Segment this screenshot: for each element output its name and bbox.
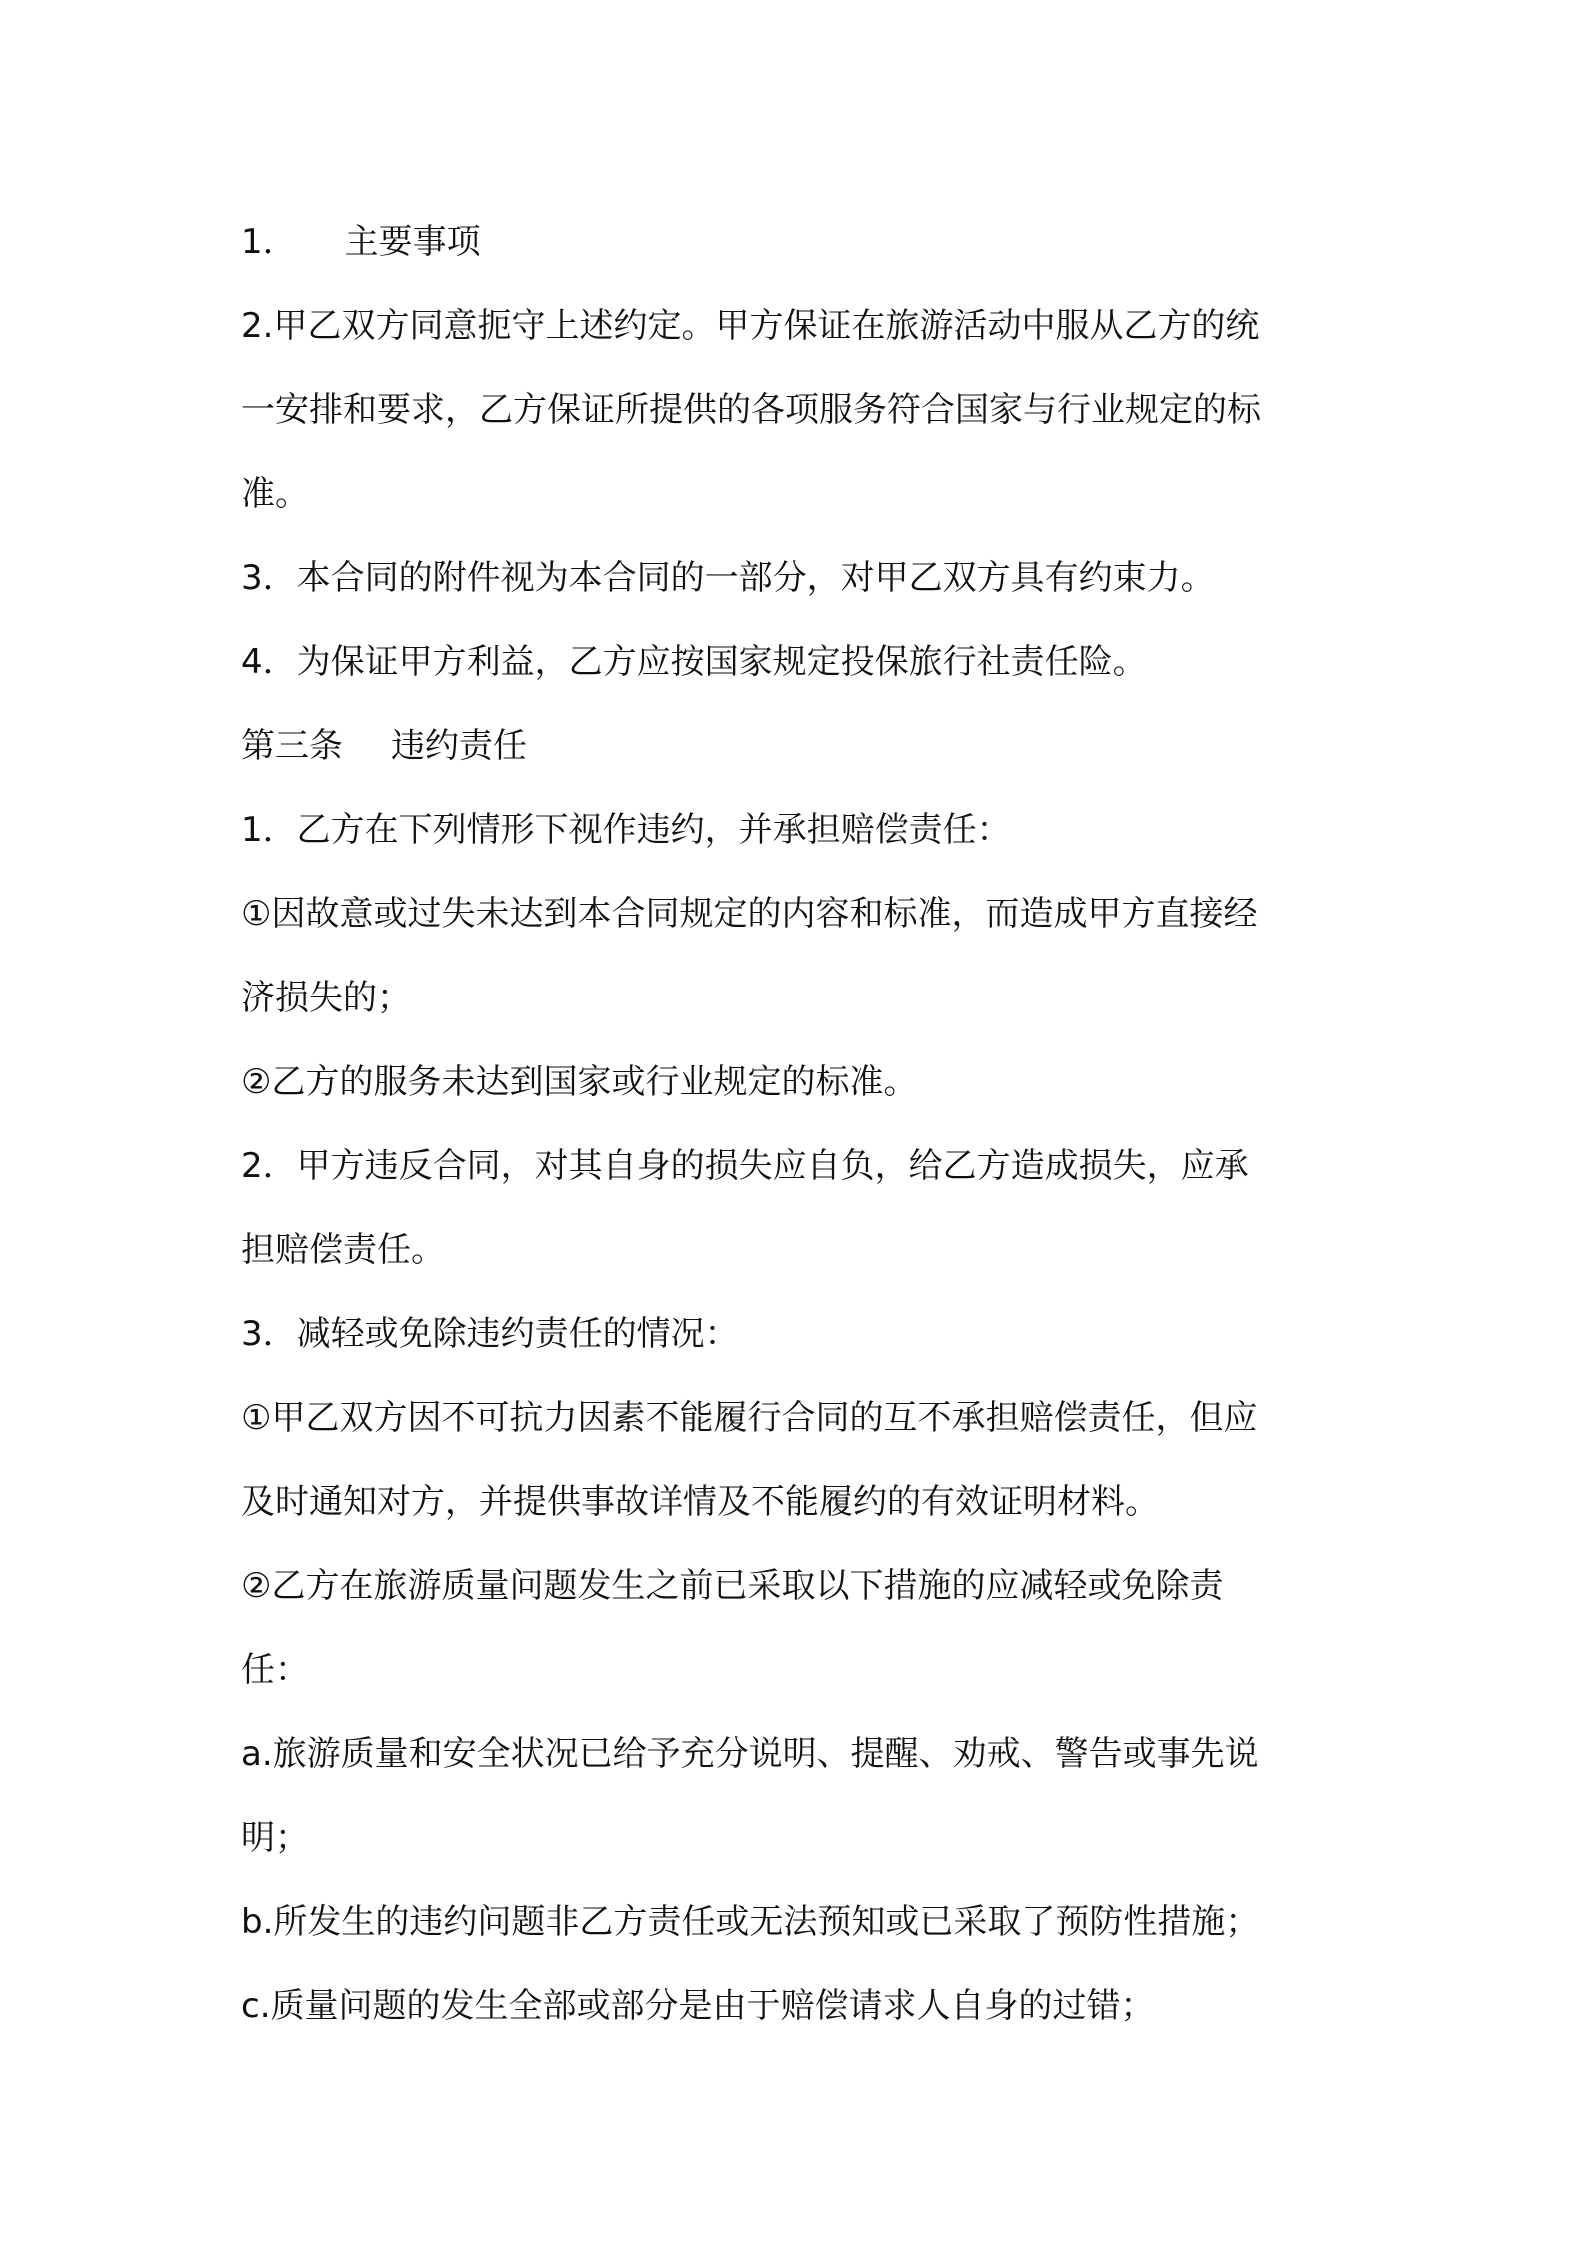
paragraph-line: 2.甲乙双方同意扼守上述约定。甲方保证在旅游活动中服从乙方的统 (241, 306, 1260, 346)
paragraph-line: ②乙方在旅游质量问题发生之前已采取以下措施的应减轻或免除责 (241, 1566, 1224, 1606)
paragraph-line: 2．甲方违反合同，对其自身的损失应自负，给乙方造成损失，应承 (241, 1146, 1249, 1186)
section-heading (241, 200, 1361, 284)
paragraph-line: 1．乙方在下列情形下视作违约，并承担赔偿责任： (241, 810, 1011, 850)
document-body (241, 200, 1361, 2048)
paragraph-line: b.所发生的违约问题非乙方责任或无法预知或已采取了预防性措施； (241, 1902, 1260, 1942)
paragraph-line: 3．减轻或免除违约责任的情况： (241, 1314, 739, 1354)
paragraph-line: 4．为保证甲方利益，乙方应按国家规定投保旅行社责任险。 (241, 642, 1147, 682)
paragraph-line: 3．本合同的附件视为本合同的一部分，对甲乙双方具有约束力。 (241, 558, 1215, 598)
paragraph-line: 一安排和要求，乙方保证所提供的各项服务符合国家与行业规定的标 (241, 390, 1261, 430)
paragraph-line: ①甲乙双方因不可抗力因素不能履行合同的互不承担赔偿责任，但应 (241, 1398, 1258, 1438)
section-title: 主要事项 (344, 222, 481, 262)
paragraph-line: ①因故意或过失未达到本合同规定的内容和标准，而造成甲方直接经 (241, 894, 1258, 934)
paragraph-line: 明； (241, 1818, 309, 1858)
article-heading (241, 704, 1361, 788)
paragraph-line: c.质量问题的发生全部或部分是由于赔偿请求人自身的过错； (241, 1986, 1155, 2026)
paragraph-line: 及时通知对方，并提供事故详情及不能履约的有效证明材料。 (241, 1482, 1159, 1522)
paragraph-line: ②乙方的服务未达到国家或行业规定的标准。 (241, 1062, 918, 1102)
article-prefix: 第三条 (241, 726, 343, 766)
paragraph-line: 任： (241, 1650, 309, 1690)
paragraph-line: 担赔偿责任。 (241, 1230, 445, 1270)
section-number: 1． (241, 222, 297, 262)
paragraph-line: a.旅游质量和安全状况已给予充分说明、提醒、劝戒、警告或事先说 (241, 1734, 1259, 1774)
article-title: 违约责任 (391, 726, 527, 766)
paragraph-line: 济损失的； (241, 978, 411, 1018)
paragraph-line: 准。 (241, 474, 309, 514)
